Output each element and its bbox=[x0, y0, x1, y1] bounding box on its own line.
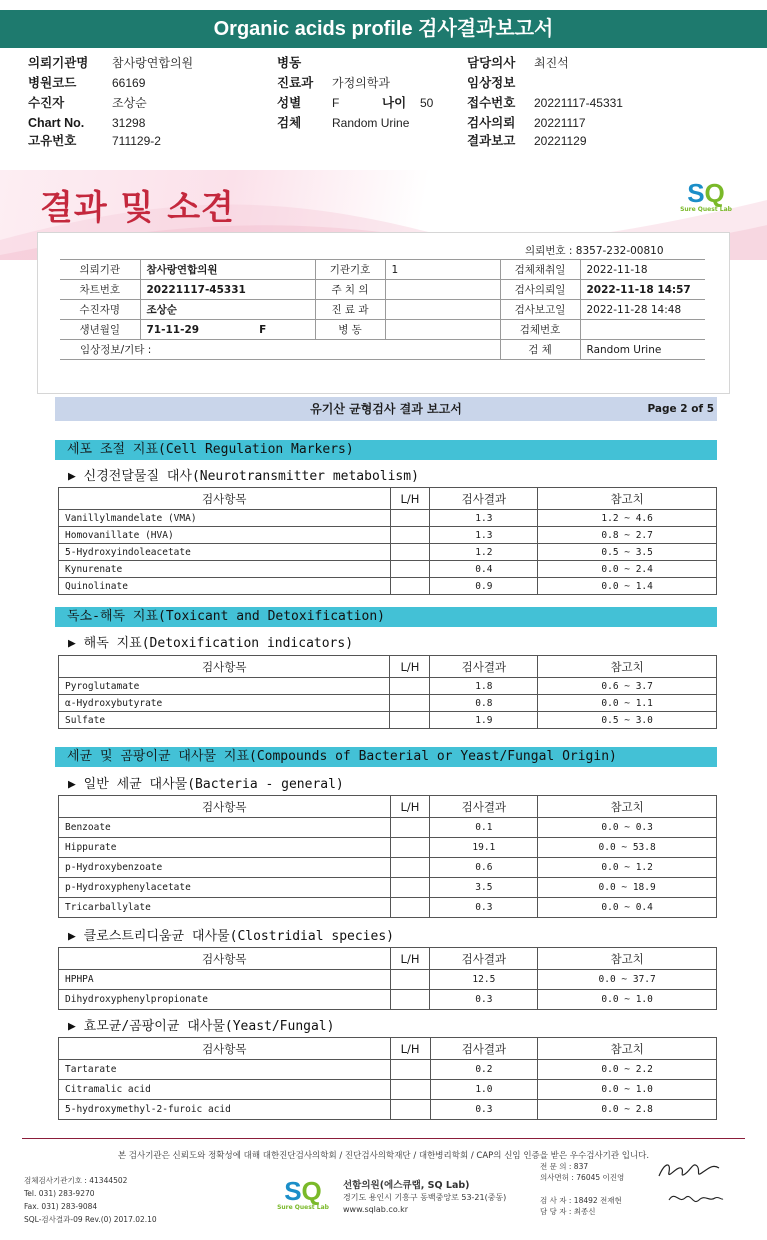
header-value-department: 가정의학과 bbox=[332, 76, 390, 90]
info-value: 2022-11-28 14:48 bbox=[580, 300, 705, 320]
analyte-name: p-Hydroxyphenylacetate bbox=[59, 878, 391, 898]
footer-logo-q: Q bbox=[301, 1176, 322, 1206]
col-header: 참고치 bbox=[538, 1038, 717, 1060]
analyte-name: Kynurenate bbox=[59, 561, 391, 578]
signatory-line: 전 문 의 : 837 bbox=[540, 1162, 589, 1171]
category-bar: 세균 및 곰팡이균 대사물 지표(Compounds of Bacterial or Yeast/Fungal Origin) bbox=[55, 747, 717, 767]
table-row bbox=[59, 578, 717, 595]
info-row bbox=[60, 300, 705, 320]
flag bbox=[390, 561, 430, 578]
analyte-name: Vanillylmandelate (VMA) bbox=[59, 510, 391, 527]
flag bbox=[390, 1080, 430, 1100]
analyte-name: Quinolinate bbox=[59, 578, 391, 595]
info-row bbox=[60, 280, 705, 300]
flag bbox=[390, 1060, 430, 1080]
table-row bbox=[59, 838, 717, 858]
footer-organization bbox=[343, 1180, 506, 1216]
footer-logo-tagline: Sure Quest Lab bbox=[277, 1204, 329, 1211]
footer-contact bbox=[24, 1174, 157, 1226]
results-table bbox=[58, 1037, 717, 1120]
col-header: 검사결과 bbox=[430, 948, 538, 970]
header-label-chart-no: Chart No. bbox=[28, 116, 85, 130]
footer-divider bbox=[22, 1138, 745, 1139]
flag bbox=[390, 712, 430, 729]
col-header: 검사항목 bbox=[59, 948, 391, 970]
result-value: 1.0 bbox=[430, 1080, 538, 1100]
info-label: 기관기호 bbox=[315, 260, 385, 280]
table-row bbox=[59, 818, 717, 838]
request-info-table bbox=[60, 259, 705, 360]
col-header: 검사결과 bbox=[430, 796, 538, 818]
result-value: 0.3 bbox=[430, 1100, 538, 1120]
info-value bbox=[385, 280, 500, 300]
info-label: 검사보고일 bbox=[500, 300, 580, 320]
reference-range: 0.0 ~ 0.3 bbox=[538, 818, 717, 838]
info-value: 1 bbox=[385, 260, 500, 280]
result-value: 1.8 bbox=[430, 678, 538, 695]
results-table bbox=[58, 947, 717, 1010]
footer-signatories bbox=[540, 1161, 624, 1217]
table-row bbox=[59, 878, 717, 898]
table-row bbox=[59, 561, 717, 578]
result-value: 1.9 bbox=[430, 712, 538, 729]
table-row bbox=[59, 695, 717, 712]
flag bbox=[390, 527, 430, 544]
table-row bbox=[59, 970, 717, 990]
footer-tel: Tel. 031) 283-9270 bbox=[24, 1189, 95, 1198]
signature-image bbox=[655, 1158, 725, 1184]
header-label-unique-no: 고유번호 bbox=[28, 134, 77, 148]
logo-letter-q: Q bbox=[704, 178, 725, 208]
analyte-name: α-Hydroxybutyrate bbox=[59, 695, 390, 712]
analyte-name: p-Hydroxybenzoate bbox=[59, 858, 391, 878]
report-header-bar bbox=[55, 397, 717, 421]
flag bbox=[390, 858, 430, 878]
info-label: 병 동 bbox=[315, 320, 385, 340]
info-clinical-label: 임상정보/기타 : bbox=[60, 340, 500, 360]
analyte-name: 5-Hydroxyindoleacetate bbox=[59, 544, 391, 561]
table-row bbox=[59, 898, 717, 918]
info-sex: F bbox=[259, 323, 267, 336]
header-label-sex: 성별 bbox=[277, 96, 302, 110]
info-label: 주 치 의 bbox=[315, 280, 385, 300]
request-number: 의뢰번호 : 8357-232-00810 bbox=[525, 245, 664, 257]
header-label-age: 나이 bbox=[382, 96, 407, 110]
reference-range: 0.0 ~ 1.1 bbox=[538, 695, 717, 712]
analyte-name: Sulfate bbox=[59, 712, 390, 729]
footer-logo-s: S bbox=[284, 1176, 302, 1206]
info-value: 2022-11-18 bbox=[580, 260, 705, 280]
signatory-line: 검 사 자 : 18492 전재현 bbox=[540, 1196, 622, 1205]
reference-range: 0.0 ~ 18.9 bbox=[538, 878, 717, 898]
col-header: 검사항목 bbox=[59, 1038, 391, 1060]
info-label: 진 료 과 bbox=[315, 300, 385, 320]
info-label: 의뢰기관 bbox=[60, 260, 140, 280]
header-value-doctor: 최진석 bbox=[534, 56, 569, 70]
reference-range: 0.0 ~ 2.2 bbox=[538, 1060, 717, 1080]
info-value bbox=[385, 300, 500, 320]
reference-range: 0.0 ~ 1.0 bbox=[538, 1080, 717, 1100]
analyte-name: Hippurate bbox=[59, 838, 391, 858]
table-row bbox=[59, 990, 717, 1010]
col-header: 검사결과 bbox=[430, 1038, 538, 1060]
info-label: 검체채취일 bbox=[500, 260, 580, 280]
analyte-name: Benzoate bbox=[59, 818, 391, 838]
header-value-sex: F bbox=[332, 96, 340, 110]
col-header: 검사결과 bbox=[430, 656, 538, 678]
analyte-name: Pyroglutamate bbox=[59, 678, 390, 695]
flag bbox=[390, 990, 430, 1010]
col-header: 참고치 bbox=[538, 488, 717, 510]
table-row bbox=[59, 510, 717, 527]
table-row bbox=[59, 544, 717, 561]
header-label-request-date: 검사의뢰 bbox=[467, 116, 516, 130]
result-value: 19.1 bbox=[430, 838, 538, 858]
footer-institution-code: 검체검사기관기호 : 41344502 bbox=[24, 1176, 128, 1185]
info-label: 수진자명 bbox=[60, 300, 140, 320]
result-value: 1.3 bbox=[430, 527, 538, 544]
header-label-clinical-info: 임상정보 bbox=[467, 76, 516, 90]
reference-range: 0.0 ~ 2.4 bbox=[538, 561, 717, 578]
header-label-ward: 병동 bbox=[277, 56, 302, 70]
info-row bbox=[60, 260, 705, 280]
footer-org-name: 선함의원(에스큐랩, SQ Lab) bbox=[343, 1180, 470, 1191]
flag bbox=[390, 970, 430, 990]
table-row bbox=[59, 1100, 717, 1120]
analyte-name: Tartarate bbox=[59, 1060, 391, 1080]
result-value: 3.5 bbox=[430, 878, 538, 898]
header-value-patient: 조상순 bbox=[112, 96, 147, 110]
col-header: L/H bbox=[390, 1038, 430, 1060]
table-row bbox=[59, 1080, 717, 1100]
footer-org-address: 경기도 용인시 기흥구 동백중앙로 53-21(중동) bbox=[343, 1193, 507, 1202]
info-value bbox=[140, 320, 315, 340]
signatory-line: 담 당 자 : 최종신 bbox=[540, 1207, 596, 1216]
subcategory-title: ▶ 일반 세균 대사물(Bacteria - general) bbox=[68, 777, 344, 792]
header-label-specimen: 검체 bbox=[277, 116, 302, 130]
results-table bbox=[58, 487, 717, 595]
info-value: 20221117-45331 bbox=[140, 280, 315, 300]
col-header: L/H bbox=[390, 796, 430, 818]
flag bbox=[390, 695, 430, 712]
reference-range: 1.2 ~ 4.6 bbox=[538, 510, 717, 527]
footer-accreditation-note: 본 검사기관은 신뢰도와 정확성에 대해 대한진단검사의학회 / 진단검사의학재단 / 대한병리학회 / CAP의 신임 인증을 받은 우수검사기관 입니다. bbox=[117, 1151, 650, 1161]
subcategory-title: ▶ 클로스트리디움균 대사물(Clostridial species) bbox=[68, 929, 394, 944]
info-label: 검 체 bbox=[500, 340, 580, 360]
info-label: 생년월일 bbox=[60, 320, 140, 340]
result-value: 0.6 bbox=[430, 858, 538, 878]
col-header: 검사항목 bbox=[59, 488, 391, 510]
result-value: 1.3 bbox=[430, 510, 538, 527]
header-label-institution: 의뢰기관명 bbox=[28, 56, 89, 70]
subcategory-title: ▶ 해독 지표(Detoxification indicators) bbox=[68, 636, 354, 651]
report-header-title: 유기산 균형검사 결과 보고서 bbox=[310, 402, 462, 416]
col-header: 검사결과 bbox=[430, 488, 538, 510]
info-label: 검사의뢰일 bbox=[500, 280, 580, 300]
footer-sq-logo bbox=[276, 1178, 330, 1218]
reference-range: 0.0 ~ 0.4 bbox=[538, 898, 717, 918]
report-title: Organic acids profile 검사결과보고서 bbox=[0, 10, 767, 48]
header-label-doctor: 담당의사 bbox=[467, 56, 516, 70]
reference-range: 0.8 ~ 2.7 bbox=[538, 527, 717, 544]
info-row bbox=[60, 340, 705, 360]
col-header: L/H bbox=[390, 948, 430, 970]
header-value-specimen: Random Urine bbox=[332, 116, 410, 130]
reference-range: 0.0 ~ 1.4 bbox=[538, 578, 717, 595]
table-row bbox=[59, 712, 717, 729]
category-bar: 세포 조절 지표(Cell Regulation Markers) bbox=[55, 440, 717, 460]
header-value-age: 50 bbox=[420, 96, 434, 110]
header-value-request-date: 20221117 bbox=[534, 116, 586, 130]
analyte-name: Homovanillate (HVA) bbox=[59, 527, 391, 544]
table-row bbox=[59, 858, 717, 878]
header-label-hospital-code: 병원코드 bbox=[28, 76, 77, 90]
page-indicator: Page 2 of 5 bbox=[647, 403, 714, 415]
result-value: 1.2 bbox=[430, 544, 538, 561]
info-label: 차트번호 bbox=[60, 280, 140, 300]
info-row bbox=[60, 320, 705, 340]
table-row bbox=[59, 678, 717, 695]
col-header: 검사항목 bbox=[59, 656, 390, 678]
analyte-name: Tricarballylate bbox=[59, 898, 391, 918]
info-value: 참사랑연합의원 bbox=[140, 260, 315, 280]
col-header: 검사항목 bbox=[59, 796, 391, 818]
table-row bbox=[59, 527, 717, 544]
result-value: 0.9 bbox=[430, 578, 538, 595]
analyte-name: Citramalic acid bbox=[59, 1080, 391, 1100]
info-birthdate: 71-11-29 bbox=[146, 323, 200, 336]
header-value-receipt-no: 20221117-45331 bbox=[534, 96, 623, 110]
analyte-name: 5-hydroxymethyl-2-furoic acid bbox=[59, 1100, 391, 1120]
result-value: 0.4 bbox=[430, 561, 538, 578]
flag bbox=[390, 510, 430, 527]
flag bbox=[390, 544, 430, 561]
flag bbox=[390, 1100, 430, 1120]
footer-form-id: SQL-검사결과-09 Rev.(0) 2017.02.10 bbox=[24, 1215, 157, 1224]
header-label-patient: 수진자 bbox=[28, 96, 65, 110]
footer-org-website: www.sqlab.co.kr bbox=[343, 1205, 409, 1214]
flag bbox=[390, 678, 430, 695]
flag bbox=[390, 838, 430, 858]
reference-range: 0.0 ~ 37.7 bbox=[538, 970, 717, 990]
table-row bbox=[59, 1060, 717, 1080]
subcategory-title: ▶ 효모균/곰팡이균 대사물(Yeast/Fungal) bbox=[68, 1019, 335, 1034]
logo-tagline: Sure Quest Lab bbox=[680, 206, 732, 213]
reference-range: 0.5 ~ 3.5 bbox=[538, 544, 717, 561]
result-value: 0.3 bbox=[430, 990, 538, 1010]
flag bbox=[390, 818, 430, 838]
reference-range: 0.5 ~ 3.0 bbox=[538, 712, 717, 729]
flag bbox=[390, 898, 430, 918]
result-value: 0.1 bbox=[430, 818, 538, 838]
info-value bbox=[580, 320, 705, 340]
reference-range: 0.0 ~ 1.0 bbox=[538, 990, 717, 1010]
category-bar: 독소-해독 지표(Toxicant and Detoxification) bbox=[55, 607, 717, 627]
reference-range: 0.6 ~ 3.7 bbox=[538, 678, 717, 695]
info-value: 조상순 bbox=[140, 300, 315, 320]
col-header: 참고치 bbox=[538, 948, 717, 970]
header-value-institution: 참사랑연합의원 bbox=[112, 56, 194, 70]
header-value-report-date: 20221129 bbox=[534, 134, 587, 148]
result-value: 12.5 bbox=[430, 970, 538, 990]
header-label-report-date: 결과보고 bbox=[467, 134, 516, 148]
header-label-receipt-no: 접수번호 bbox=[467, 96, 516, 110]
col-header: 참고치 bbox=[538, 796, 717, 818]
results-table bbox=[58, 795, 717, 918]
flag bbox=[390, 578, 430, 595]
footer-fax: Fax. 031) 283-9084 bbox=[24, 1202, 98, 1211]
col-header: 참고치 bbox=[538, 656, 717, 678]
col-header: L/H bbox=[390, 656, 430, 678]
analyte-name: Dihydroxyphenylpropionate bbox=[59, 990, 391, 1010]
info-value: Random Urine bbox=[580, 340, 705, 360]
col-header: L/H bbox=[390, 488, 430, 510]
subcategory-title: ▶ 신경전달물질 대사(Neurotransmitter metabolism) bbox=[68, 469, 419, 484]
info-value bbox=[385, 320, 500, 340]
signature-image bbox=[665, 1188, 725, 1210]
flag bbox=[390, 878, 430, 898]
header-value-unique-no: 711129-2 bbox=[112, 134, 161, 148]
reference-range: 0.0 ~ 2.8 bbox=[538, 1100, 717, 1120]
info-label: 검체번호 bbox=[500, 320, 580, 340]
analyte-name: HPHPA bbox=[59, 970, 391, 990]
info-value: 2022-11-18 14:57 bbox=[580, 280, 705, 300]
result-value: 0.8 bbox=[430, 695, 538, 712]
header-value-hospital-code: 66169 bbox=[112, 76, 146, 90]
section-title: 결과 및 소견 bbox=[40, 188, 235, 228]
sq-lab-logo bbox=[677, 180, 735, 220]
header-label-department: 진료과 bbox=[277, 76, 314, 90]
result-value: 0.3 bbox=[430, 898, 538, 918]
logo-letter-s: S bbox=[687, 178, 705, 208]
result-value: 0.2 bbox=[430, 1060, 538, 1080]
reference-range: 0.0 ~ 53.8 bbox=[538, 838, 717, 858]
reference-range: 0.0 ~ 1.2 bbox=[538, 858, 717, 878]
results-table bbox=[58, 655, 717, 729]
signatory-line: 의사면허 : 76045 이진영 bbox=[540, 1173, 625, 1182]
header-value-chart-no: 31298 bbox=[112, 116, 146, 130]
